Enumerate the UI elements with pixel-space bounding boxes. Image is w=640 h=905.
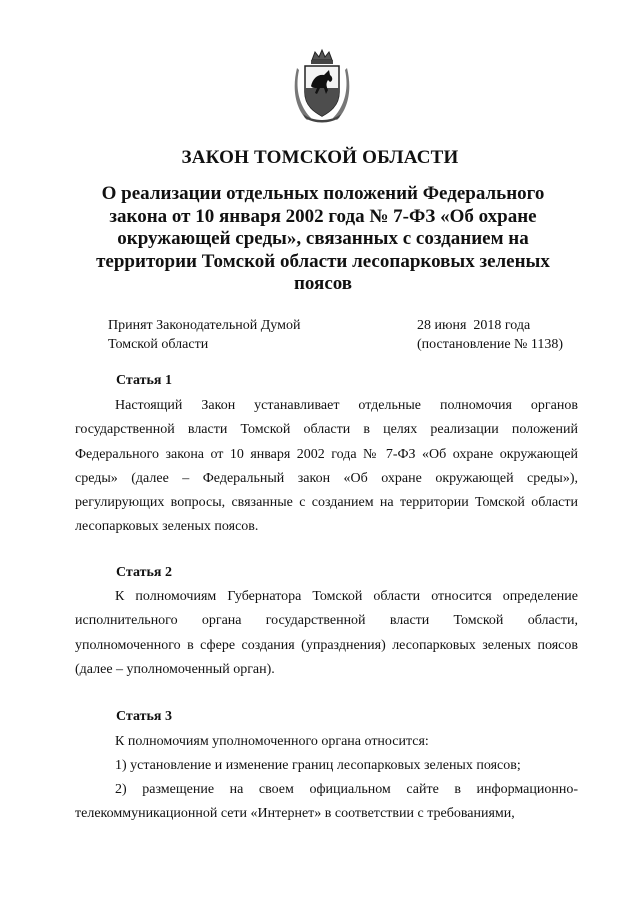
adoption-resolution-line: (постановление № 1138) xyxy=(417,337,564,352)
article-2-heading: Статья 2 xyxy=(116,565,172,580)
adoption-body xyxy=(108,316,300,354)
article-3-item-2: 2) размещение на своем официальном сайте в информационно-телекоммуникационной сети «Интернет» в соответствии с требованиями, xyxy=(75,782,578,822)
coat-of-arms-icon xyxy=(293,48,351,124)
adoption-body-line2: Томской области xyxy=(108,337,209,352)
article-3-item-1: 1) установление и изменение границ лесопарковых зеленых поясов; xyxy=(115,758,521,773)
law-type-heading: ЗАКОН ТОМСКОЙ ОБЛАСТИ xyxy=(181,147,459,168)
article-3-heading: Статья 3 xyxy=(116,709,172,724)
article-2-paragraph: К полномочиям Губернатора Томской области относится определение исполнительного органа государственной власти Томской области, уполномоченного в сфере создания (упразднения) лесопарковых зеленых поясов (далее – уполномоченный орган). xyxy=(75,589,578,677)
adoption-date-line: 28 июня 2018 года xyxy=(417,318,531,333)
law-title: О реализации отдельных положений Федерального закона от 10 января 2002 года № 7-ФЗ «Об охране окружающей среды», связанных с созданием на территории Томской области лесопарковых зеленых поясов xyxy=(96,183,550,294)
adoption-body-line1: Принят Законодательной Думой xyxy=(108,318,301,333)
article-1-paragraph: Настоящий Закон устанавливает отдельные полномочия органов государственной власти Томской области в целях реализации положений Федерального закона от 10 января 2002 года № 7-ФЗ «Об охране окружающей среды» (далее – Федеральный закон «Об охране окружающей среды»), регулирующих вопросы, связанные с созданием на территории Томской области лесопарковых зеленых поясов. xyxy=(75,398,578,535)
article-1-heading: Статья 1 xyxy=(116,373,172,388)
article-3-intro: К полномочиям уполномоченного органа относится: xyxy=(115,734,429,749)
adoption-date xyxy=(417,316,563,354)
